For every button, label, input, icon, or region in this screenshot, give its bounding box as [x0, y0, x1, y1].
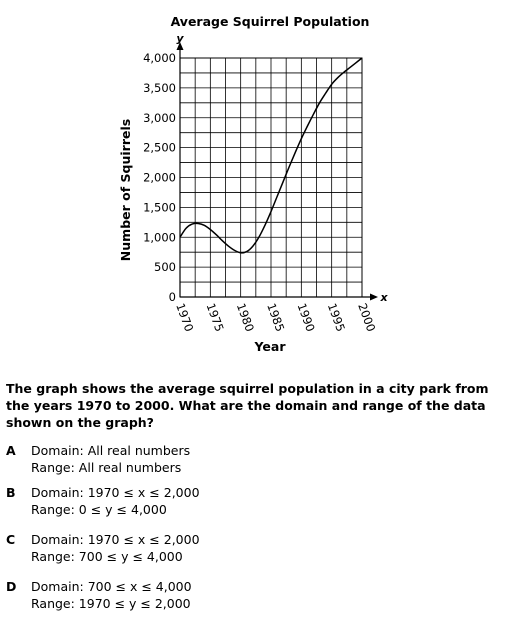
y-tick-label: 3,000 [143, 110, 176, 125]
x-axis-arrow [370, 294, 378, 301]
choice-domain: Domain: 1970 ≤ x ≤ 2,000 [31, 485, 200, 500]
y-tick-label: 3,500 [143, 80, 176, 95]
choice-domain: Domain: 1970 ≤ x ≤ 2,000 [31, 532, 200, 547]
x-axis-letter: x [380, 291, 388, 304]
choice-domain: Domain: All real numbers [31, 443, 191, 458]
choice-domain: Domain: 700 ≤ x ≤ 4,000 [31, 579, 192, 594]
choice-body [31, 578, 192, 612]
x-tick-label: 1995 [324, 301, 349, 334]
choice-body [31, 442, 190, 476]
choice-letter: A [6, 443, 16, 458]
choice-body [31, 531, 200, 565]
origin-label: 0 [168, 290, 176, 304]
y-axis-label: Number of Squirrels [118, 118, 133, 262]
y-tick-label: 2,500 [143, 140, 176, 155]
y-tick-label: 1,500 [143, 200, 176, 215]
choice-range: Range: 700 ≤ y ≤ 4,000 [31, 549, 183, 564]
x-tick-label: 1990 [294, 301, 318, 334]
y-tick-label: 4,000 [143, 51, 176, 65]
y-tick-label: 500 [154, 260, 176, 275]
choice-range: Range: 1970 ≤ y ≤ 2,000 [31, 596, 191, 611]
y-axis-letter: y [176, 32, 184, 45]
choice-body [31, 484, 200, 518]
x-tick-label: 1980 [233, 301, 258, 334]
choice-range: Range: All real numbers [31, 460, 182, 475]
x-tick-label: 1985 [264, 301, 288, 334]
y-tick-label: 1,000 [143, 230, 176, 245]
choice-letter: C [6, 532, 16, 547]
choice-letter: B [6, 485, 16, 500]
chart-title: Average Squirrel Population [170, 14, 370, 29]
question-text: The graph shows the average squirrel population in a city park from the years 1970 to 2000. What are the domain and range of the data shown on the graph? [6, 381, 489, 430]
x-tick-label: 1970 [173, 301, 197, 334]
choice-letter: D [6, 579, 17, 594]
y-tick-label: 2,000 [143, 170, 176, 185]
x-tick-label: 1975 [203, 301, 227, 334]
choice-range: Range: 0 ≤ y ≤ 4,000 [31, 502, 167, 517]
x-axis-label: Year [254, 339, 286, 354]
x-tick-label: 2000 [355, 301, 379, 334]
